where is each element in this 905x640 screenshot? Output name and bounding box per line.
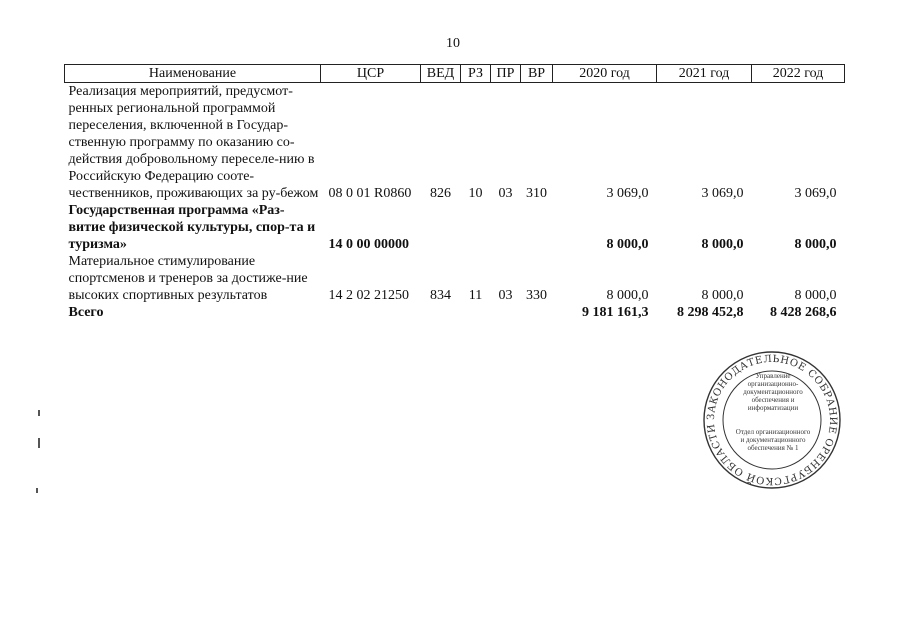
column-header-2022: 2022 год xyxy=(752,65,845,83)
budget-table xyxy=(64,64,845,321)
row-pr xyxy=(491,202,521,253)
stamp-center-top: Управление организационно-документационного обеспечения и информатизации xyxy=(743,372,803,412)
row-vr: 310 xyxy=(526,186,547,201)
total-2021: 8 298 452,8 xyxy=(677,305,744,320)
row-2020: 8 000,0 xyxy=(606,237,649,252)
column-header-rz: РЗ xyxy=(461,65,491,83)
stamp-outer-text: ЗАКОНОДАТЕЛЬНОЕ СОБРАНИЕ ОРЕНБУРГСКОЙ ОБЛАСТИ xyxy=(705,353,839,487)
stamp-graphic xyxy=(702,350,842,490)
total-2022: 8 428 268,6 xyxy=(770,305,837,320)
table-row xyxy=(65,83,845,203)
row-rz: 11 xyxy=(468,288,483,303)
column-header-2020: 2020 год xyxy=(553,65,657,83)
column-header-2021: 2021 год xyxy=(657,65,752,83)
row-name: Государственная программа «Раз-витие физической культуры, спор-та и туризма» xyxy=(68,203,316,252)
column-header-ved: ВЕД xyxy=(421,65,461,83)
scan-mark xyxy=(38,438,40,448)
total-row xyxy=(65,304,845,321)
column-header-vr: ВР xyxy=(521,65,553,83)
row-pr: 03 xyxy=(498,288,513,303)
row-2020: 3 069,0 xyxy=(606,186,649,201)
column-header-csr: ЦСР xyxy=(321,65,421,83)
page-number: 10 xyxy=(446,36,460,51)
row-2021: 8 000,0 xyxy=(701,288,744,303)
official-stamp xyxy=(702,350,842,490)
column-header-name: Наименование xyxy=(65,65,321,83)
row-name: Материальное стимулирование спортсменов и тренеров за достиже-ние высоких спортивных результатов xyxy=(68,254,308,303)
row-2022: 8 000,0 xyxy=(794,237,837,252)
table-row xyxy=(65,253,845,304)
row-ved: 826 xyxy=(430,186,451,201)
row-vr: 330 xyxy=(526,288,547,303)
total-2020: 9 181 161,3 xyxy=(582,305,649,320)
row-ved xyxy=(421,202,461,253)
row-csr: 08 0 01 R0860 xyxy=(328,186,412,201)
row-2020: 8 000,0 xyxy=(606,288,649,303)
row-2022: 8 000,0 xyxy=(794,288,837,303)
row-2021: 8 000,0 xyxy=(701,237,744,252)
table-row xyxy=(65,202,845,253)
row-rz xyxy=(461,202,491,253)
row-name: Реализация мероприятий, предусмот-ренных региональной программой переселения, включенной в Государ-ственную программу по оказанию со-действия добровольному переселе-нию в Российскую Федерацию сооте-чественников, проживающих за ру-бежом xyxy=(68,84,319,201)
row-pr: 03 xyxy=(498,186,513,201)
row-2022: 3 069,0 xyxy=(794,186,837,201)
row-csr: 14 2 02 21250 xyxy=(328,288,409,303)
total-label: Всего xyxy=(68,305,104,320)
row-csr: 14 0 00 00000 xyxy=(328,237,409,252)
table-header-row xyxy=(65,65,845,83)
scan-mark xyxy=(38,410,40,416)
column-header-pr: ПР xyxy=(491,65,521,83)
row-vr xyxy=(521,202,553,253)
row-2021: 3 069,0 xyxy=(701,186,744,201)
row-ved: 834 xyxy=(430,288,451,303)
stamp-center-bottom: Отдел организационного и документационного обеспечения № 1 xyxy=(735,428,811,452)
row-rz: 10 xyxy=(468,186,483,201)
scan-mark xyxy=(36,488,38,493)
